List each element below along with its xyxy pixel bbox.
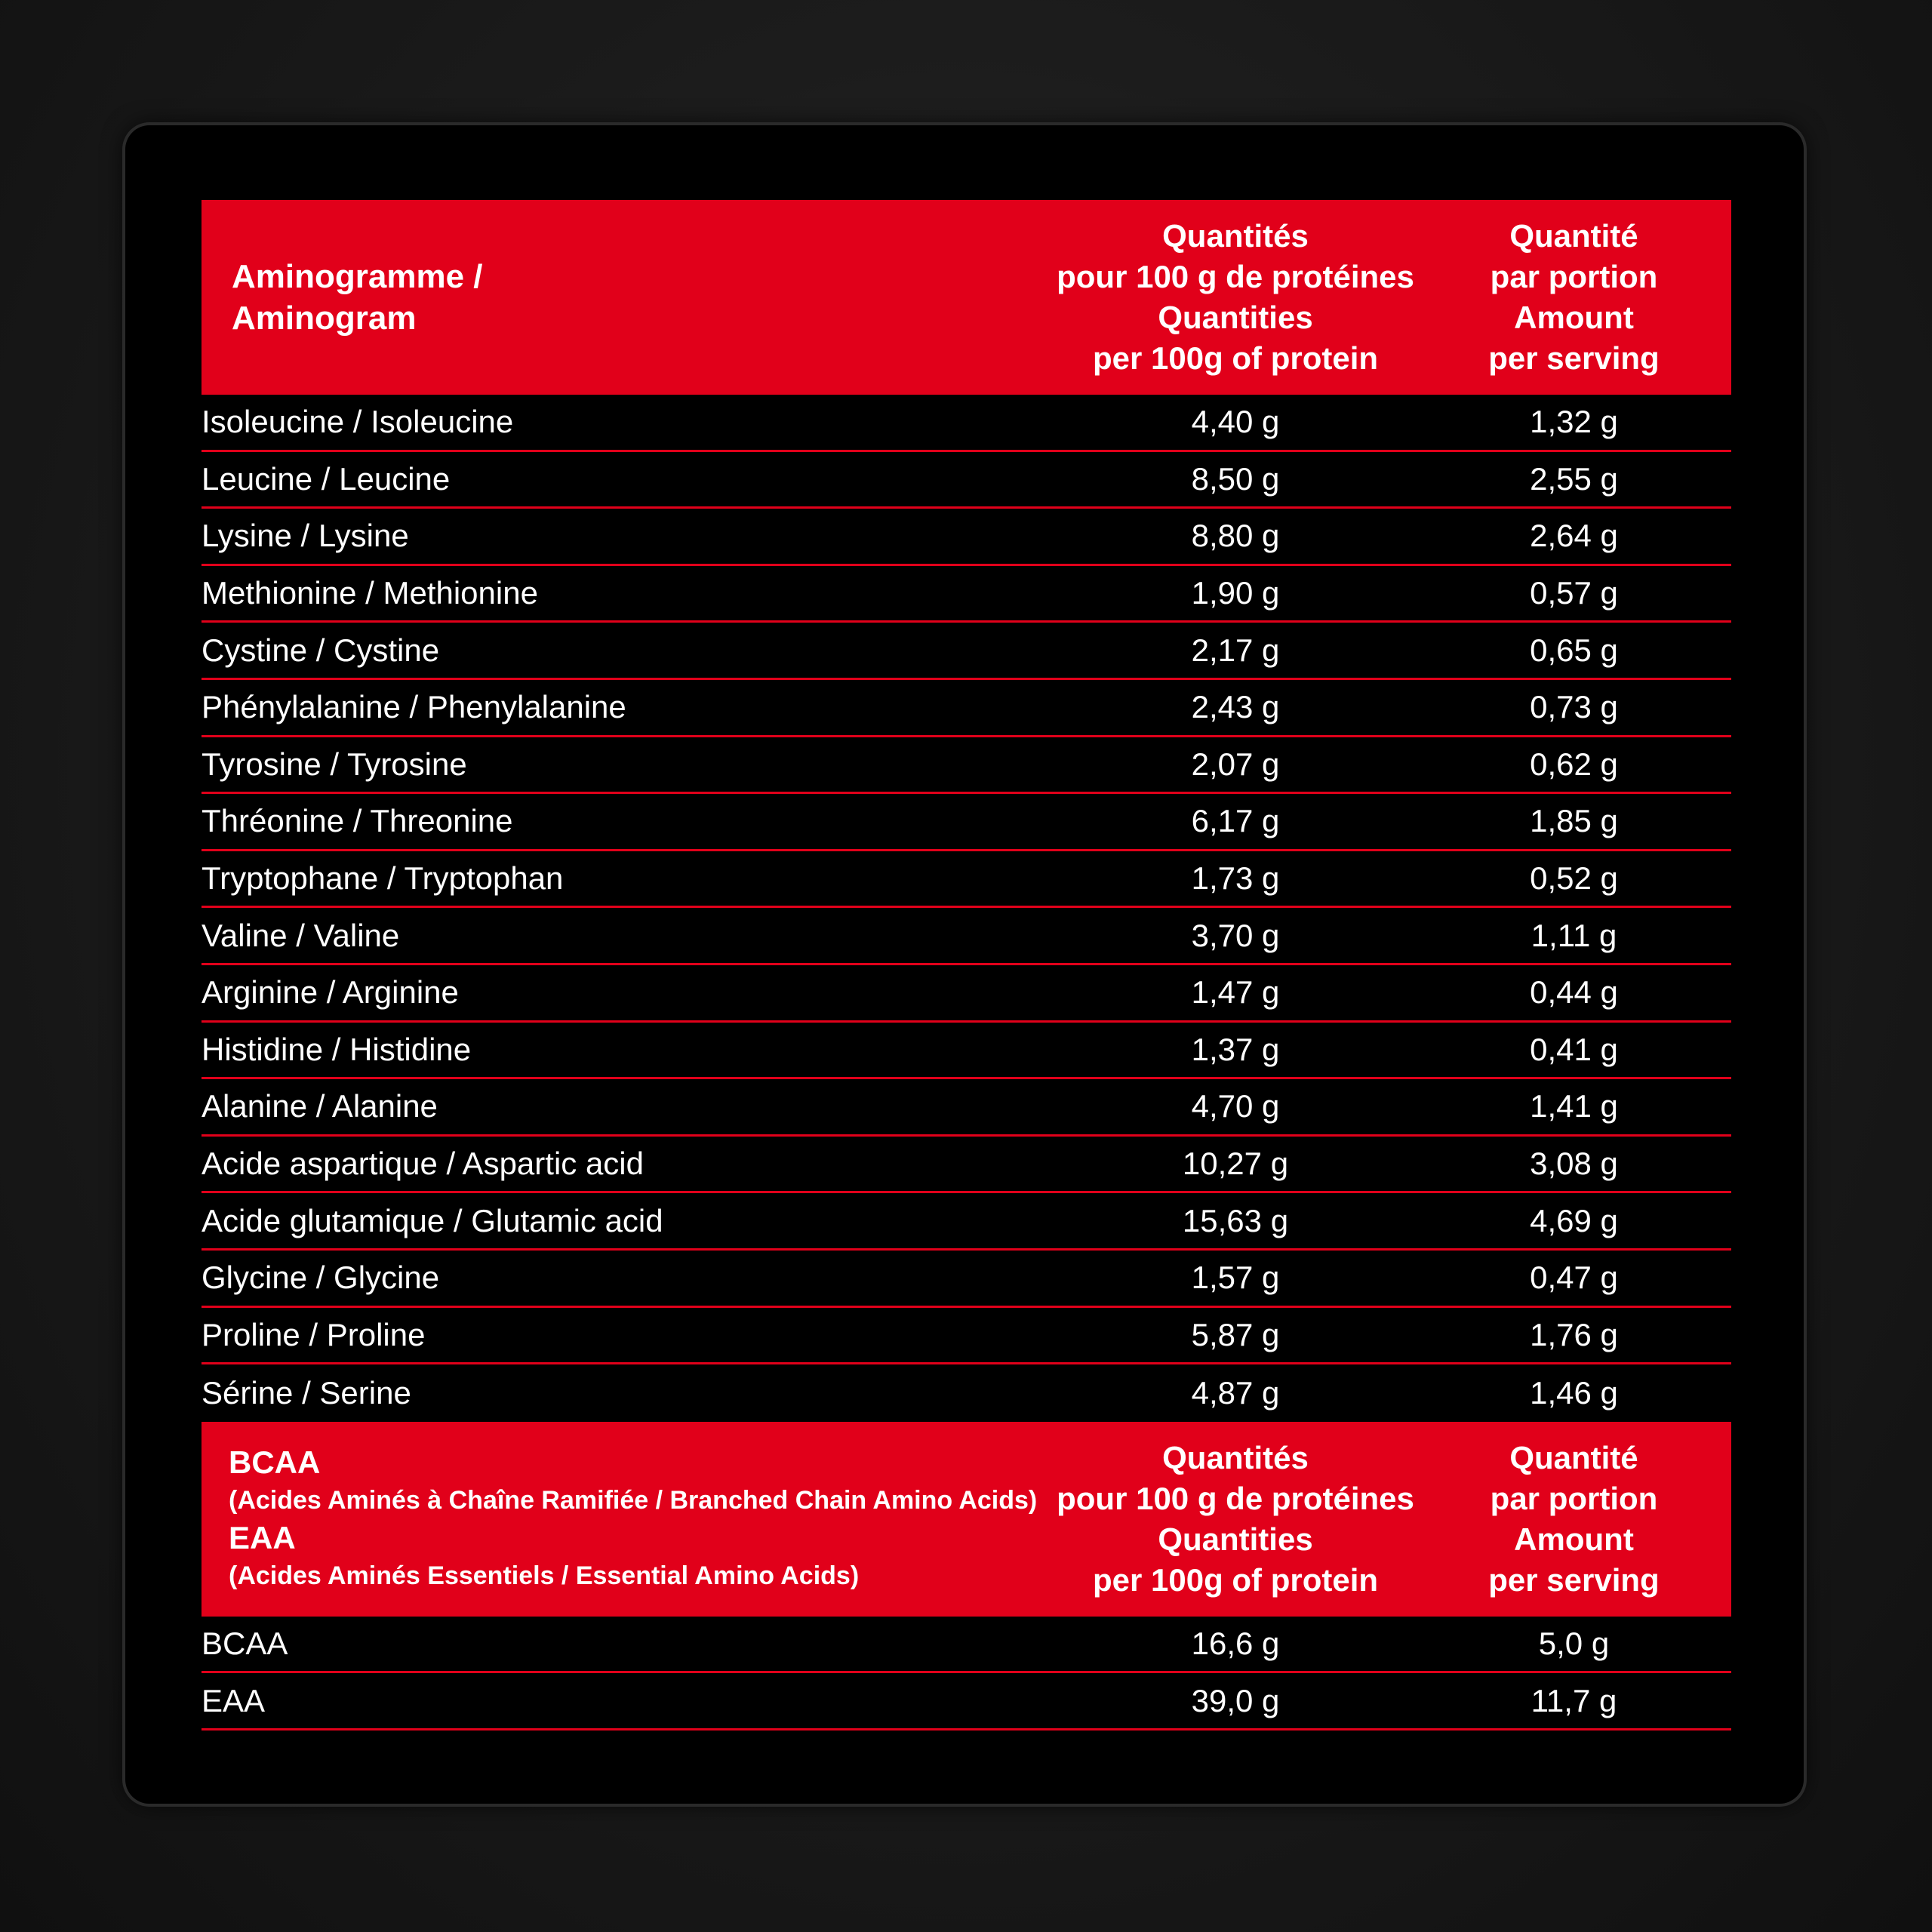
amount-per-100g: 1,37 g (1191, 1031, 1280, 1067)
header-text: Quantités (1162, 1439, 1309, 1475)
amino-name: Leucine / Leucine (202, 460, 451, 497)
amino-name: Tryptophane / Tryptophan (202, 860, 564, 897)
table-row (202, 1617, 1731, 1674)
amino-name: Sérine / Serine (202, 1374, 411, 1411)
header-text: Amount (1514, 300, 1634, 335)
table-row (202, 623, 1731, 680)
header-text: Quantités (1162, 218, 1309, 254)
table-row (202, 1364, 1731, 1422)
amino-name: Proline / Proline (202, 1316, 426, 1352)
table-row (202, 1193, 1731, 1251)
amount-per-100g: 16,6 g (1191, 1625, 1280, 1661)
amount-per-serving: 1,11 g (1531, 917, 1617, 953)
amount-per-100g: 8,50 g (1191, 460, 1280, 497)
table-row (202, 908, 1731, 965)
header-text: par portion (1490, 259, 1658, 294)
amino-name: Isoleucine / Isoleucine (202, 404, 514, 440)
amount-per-serving: 2,55 g (1530, 460, 1618, 497)
header-text: per serving (1488, 1561, 1660, 1598)
header-text: (Acides Aminés à Chaîne Ramifiée / Branched Chain Amino Acids) (229, 1485, 1038, 1515)
amount-per-serving: 2,64 g (1530, 518, 1618, 554)
header-text: Quantities (1158, 300, 1313, 335)
amount-per-100g: 1,90 g (1191, 575, 1280, 611)
header-text: per serving (1488, 340, 1660, 376)
header-text: Quantities (1158, 1521, 1313, 1557)
amino-name: Arginine / Arginine (202, 974, 459, 1011)
amount-per-100g: 10,27 g (1182, 1146, 1289, 1182)
amino-name: Valine / Valine (202, 917, 400, 953)
amount-per-serving: 1,46 g (1530, 1374, 1618, 1411)
amount-per-100g: 39,0 g (1191, 1682, 1280, 1718)
table-row (202, 1308, 1731, 1365)
amount-per-serving: 0,47 g (1530, 1260, 1618, 1296)
amino-name: Histidine / Histidine (202, 1031, 472, 1067)
amount-per-100g: 2,17 g (1191, 632, 1280, 668)
amino-name: Lysine / Lysine (202, 518, 409, 554)
table-row (202, 1137, 1731, 1194)
amount-per-100g: 8,80 g (1191, 518, 1280, 554)
header-per100g (1054, 1438, 1417, 1601)
amount-per-serving: 0,73 g (1530, 689, 1618, 725)
amino-name: Alanine / Alanine (202, 1088, 438, 1124)
amino-name: Methionine / Methionine (202, 575, 538, 611)
amount-per-100g: 1,57 g (1191, 1260, 1280, 1296)
table-row (202, 566, 1731, 623)
table-row (202, 794, 1731, 851)
table-row (202, 395, 1731, 452)
amino-group-name: BCAA (202, 1625, 288, 1661)
amount-per-100g: 1,47 g (1191, 974, 1280, 1011)
header-per-serving (1417, 216, 1731, 379)
amount-per-serving: 4,69 g (1530, 1202, 1618, 1238)
amount-per-100g: 4,87 g (1191, 1374, 1280, 1411)
amount-per-100g: 6,17 g (1191, 803, 1280, 839)
table-row (202, 1079, 1731, 1137)
amount-per-serving: 0,57 g (1530, 575, 1618, 611)
amount-per-serving: 1,41 g (1530, 1088, 1618, 1124)
table-row (202, 1023, 1731, 1080)
amount-per-100g: 5,87 g (1191, 1316, 1280, 1352)
table-row (202, 851, 1731, 909)
amount-per-serving: 3,08 g (1530, 1146, 1618, 1182)
header-text: Aminogram (232, 300, 417, 337)
amount-per-serving: 0,44 g (1530, 974, 1618, 1011)
header-text: Quantité (1509, 218, 1638, 254)
table-row (202, 509, 1731, 566)
amino-name: Thréonine / Threonine (202, 803, 513, 839)
header-text: per 100g of protein (1092, 1561, 1379, 1598)
header-bcaa-eaa (202, 1444, 1054, 1595)
table-row (202, 1251, 1731, 1308)
table-row (202, 1673, 1731, 1730)
bcaa-eaa-rows (202, 1617, 1731, 1730)
amount-per-serving: 0,65 g (1530, 632, 1618, 668)
amino-name: Acide glutamique / Glutamic acid (202, 1202, 663, 1238)
aminogram-rows (202, 395, 1731, 1422)
amino-name: Tyrosine / Tyrosine (202, 746, 467, 782)
header-text: par portion (1490, 1480, 1658, 1516)
amount-per-serving: 1,85 g (1530, 803, 1618, 839)
table-row (202, 965, 1731, 1023)
amount-per-100g: 3,70 g (1191, 917, 1280, 953)
table-row (202, 737, 1731, 795)
amino-name: Cystine / Cystine (202, 632, 440, 668)
header-text: per 100g of protein (1092, 340, 1379, 376)
amino-name: Phénylalanine / Phenylalanine (202, 689, 626, 725)
amount-per-serving: 0,52 g (1530, 860, 1618, 897)
header-aminogram (202, 256, 1054, 339)
table-row (202, 452, 1731, 509)
amount-per-100g: 1,73 g (1191, 860, 1280, 897)
amount-per-100g: 15,63 g (1182, 1202, 1289, 1238)
amount-per-100g: 2,43 g (1191, 689, 1280, 725)
amount-per-serving: 1,32 g (1530, 404, 1618, 440)
bcaa-eaa-table-header (202, 1422, 1731, 1617)
amount-per-serving: 11,7 g (1531, 1682, 1617, 1718)
amount-per-100g: 4,40 g (1191, 404, 1280, 440)
amount-per-100g: 2,07 g (1191, 746, 1280, 782)
header-text: Quantité (1509, 1439, 1638, 1475)
header-text: Aminogramme / (232, 258, 483, 295)
aminogram-table-header (202, 200, 1731, 395)
amount-per-100g: 4,70 g (1191, 1088, 1280, 1124)
header-text: EAA (229, 1519, 296, 1555)
amount-per-serving: 1,76 g (1530, 1316, 1618, 1352)
header-text: BCAA (229, 1444, 321, 1480)
nutrition-panel (125, 125, 1804, 1804)
header-text: Amount (1514, 1521, 1634, 1557)
table-row (202, 680, 1731, 737)
amount-per-serving: 0,62 g (1530, 746, 1618, 782)
header-text: (Acides Aminés Essentiels / Essential Amino Acids) (229, 1561, 860, 1590)
amino-name: Glycine / Glycine (202, 1260, 440, 1296)
header-text: pour 100 g de protéines (1057, 259, 1414, 294)
amount-per-serving: 5,0 g (1538, 1625, 1610, 1661)
amino-group-name: EAA (202, 1682, 266, 1718)
header-per-serving (1417, 1438, 1731, 1601)
header-per100g (1054, 216, 1417, 379)
aminogram-table (202, 200, 1731, 1730)
amount-per-serving: 0,41 g (1530, 1031, 1618, 1067)
amino-name: Acide aspartique / Aspartic acid (202, 1146, 644, 1182)
header-text: pour 100 g de protéines (1057, 1480, 1414, 1516)
